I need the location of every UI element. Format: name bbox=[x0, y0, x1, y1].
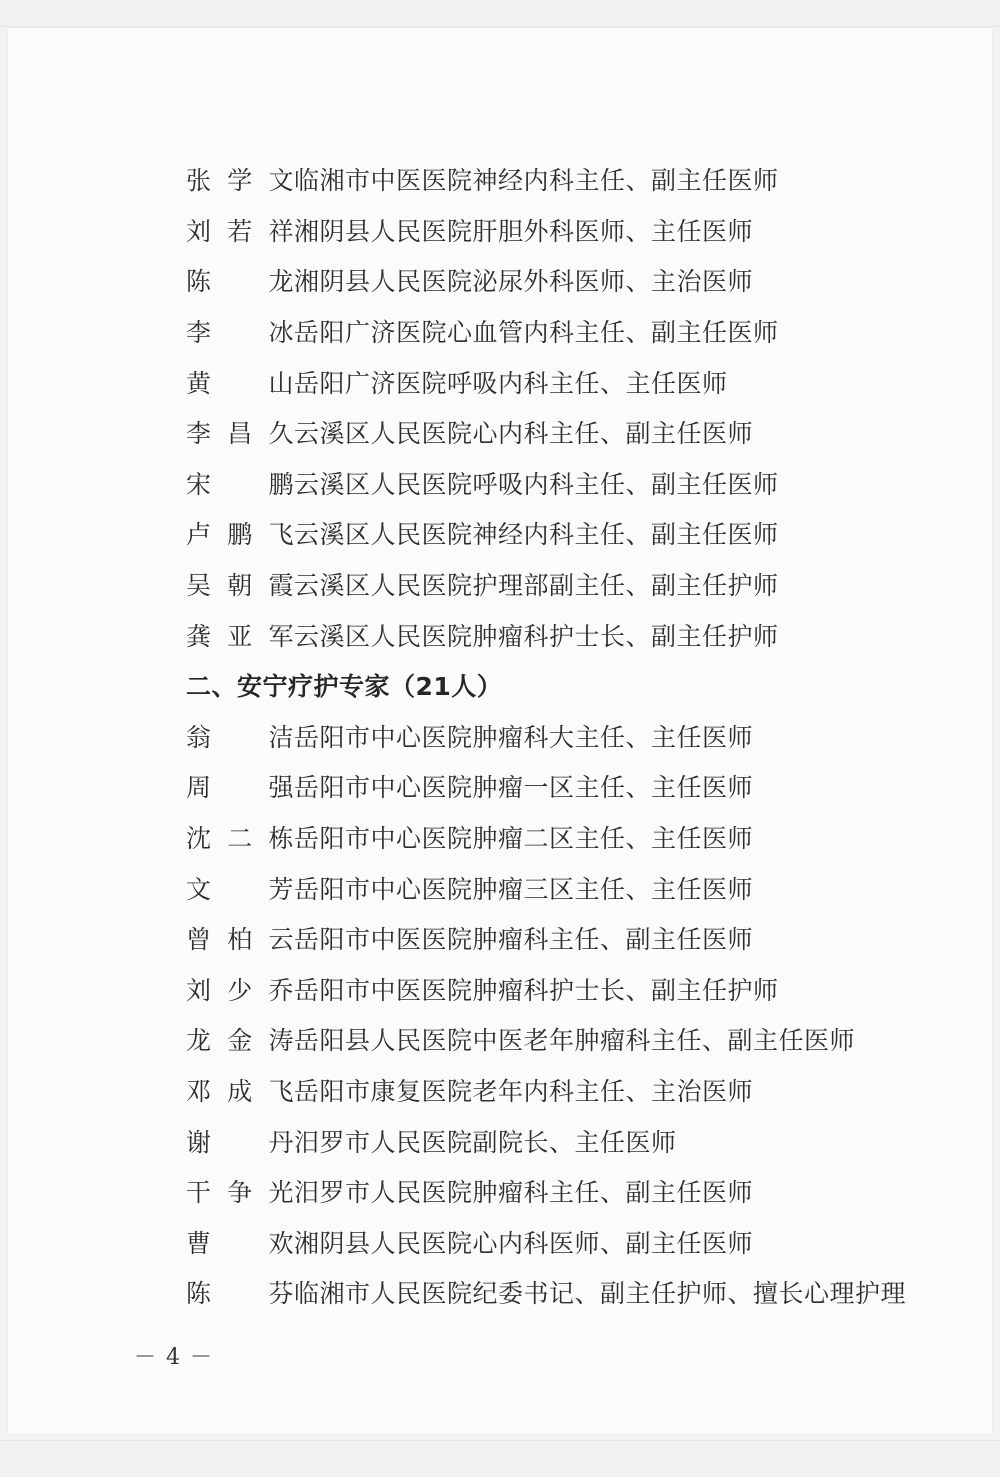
list-item bbox=[186, 154, 906, 205]
expert-name: 卢鹏飞 bbox=[186, 520, 294, 550]
expert-description: 岳阳市中心医院肿瘤一区主任、主任医师 bbox=[294, 773, 754, 803]
list-item bbox=[186, 205, 906, 256]
expert-name: 曾柏云 bbox=[186, 925, 294, 955]
expert-name: 宋 鹏 bbox=[186, 469, 294, 499]
expert-description: 岳阳县人民医院中医老年肿瘤科主任、副主任医师 bbox=[294, 1026, 856, 1056]
expert-description: 湘阴县人民医院心内科医师、副主任医师 bbox=[294, 1228, 754, 1258]
expert-name: 周 强 bbox=[186, 773, 294, 803]
expert-name: 邓成飞 bbox=[186, 1076, 294, 1106]
page-number: －4－ bbox=[134, 1345, 222, 1370]
list-item bbox=[186, 1166, 906, 1217]
expert-description: 云溪区人民医院呼吸内科主任、副主任医师 bbox=[294, 469, 779, 499]
expert-description: 临湘市中医医院神经内科主任、副主任医师 bbox=[294, 166, 779, 196]
list-item bbox=[186, 1115, 906, 1166]
section-heading: 二、安宁疗护专家（21人） bbox=[186, 672, 503, 702]
expert-description: 汨罗市人民医院肿瘤科主任、副主任医师 bbox=[294, 1178, 754, 1208]
expert-description: 临湘市人民医院纪委书记、副主任护师、擅长心理护理 bbox=[294, 1279, 907, 1309]
expert-name: 刘若祥 bbox=[186, 216, 294, 246]
expert-name: 李昌久 bbox=[186, 419, 294, 449]
expert-description: 岳阳市中心医院肿瘤三区主任、主任医师 bbox=[294, 874, 754, 904]
expert-description: 云溪区人民医院心内科主任、副主任医师 bbox=[294, 419, 754, 449]
expert-name: 干争光 bbox=[186, 1178, 294, 1208]
list-item bbox=[186, 508, 906, 559]
expert-name: 张学文 bbox=[186, 166, 294, 196]
expert-name: 刘少乔 bbox=[186, 975, 294, 1005]
expert-description: 云溪区人民医院护理部副主任、副主任护师 bbox=[294, 571, 779, 601]
expert-name: 曹 欢 bbox=[186, 1228, 294, 1258]
expert-list bbox=[186, 154, 906, 1318]
list-item bbox=[186, 711, 906, 762]
expert-description: 岳阳广济医院呼吸内科主任、主任医师 bbox=[294, 368, 728, 398]
list-item bbox=[186, 609, 906, 660]
expert-description: 岳阳市中医医院肿瘤科护士长、副主任护师 bbox=[294, 975, 779, 1005]
expert-description: 汨罗市人民医院副院长、主任医师 bbox=[294, 1127, 677, 1157]
list-item bbox=[186, 1065, 906, 1116]
expert-name: 陈 芬 bbox=[186, 1279, 294, 1309]
expert-name: 吴朝霞 bbox=[186, 571, 294, 601]
expert-name: 陈 龙 bbox=[186, 267, 294, 297]
list-item bbox=[186, 407, 906, 458]
list-item bbox=[186, 306, 906, 357]
expert-name: 龙金涛 bbox=[186, 1026, 294, 1056]
expert-name: 黄 山 bbox=[186, 368, 294, 398]
list-item bbox=[186, 559, 906, 610]
expert-description: 岳阳市中心医院肿瘤科大主任、主任医师 bbox=[294, 722, 754, 752]
expert-description: 岳阳广济医院心血管内科主任、副主任医师 bbox=[294, 318, 779, 348]
expert-description: 岳阳市中医医院肿瘤科主任、副主任医师 bbox=[294, 925, 754, 955]
expert-name: 文 芳 bbox=[186, 874, 294, 904]
expert-description: 岳阳市中心医院肿瘤二区主任、主任医师 bbox=[294, 824, 754, 854]
expert-name: 李 冰 bbox=[186, 318, 294, 348]
list-item bbox=[186, 1267, 906, 1318]
expert-description: 云溪区人民医院神经内科主任、副主任医师 bbox=[294, 520, 779, 550]
list-item bbox=[186, 356, 906, 407]
list-item bbox=[186, 1014, 906, 1065]
list-item bbox=[186, 458, 906, 509]
expert-name: 沈二栋 bbox=[186, 824, 294, 854]
expert-description: 湘阴县人民医院泌尿外科医师、主治医师 bbox=[294, 267, 754, 297]
expert-name: 翁 洁 bbox=[186, 722, 294, 752]
expert-description: 云溪区人民医院肿瘤科护士长、副主任护师 bbox=[294, 621, 779, 651]
expert-name: 龚亚军 bbox=[186, 621, 294, 651]
list-item bbox=[186, 1216, 906, 1267]
expert-name: 谢 丹 bbox=[186, 1127, 294, 1157]
viewer-top-strip bbox=[0, 0, 1000, 27]
expert-description: 岳阳市康复医院老年内科主任、主治医师 bbox=[294, 1076, 754, 1106]
expert-description: 湘阴县人民医院肝胆外科医师、主任医师 bbox=[294, 216, 754, 246]
list-item bbox=[186, 255, 906, 306]
list-item bbox=[186, 761, 906, 812]
list-item bbox=[186, 862, 906, 913]
list-item bbox=[186, 812, 906, 863]
list-item bbox=[186, 913, 906, 964]
list-item bbox=[186, 964, 906, 1015]
viewer-bottom-strip bbox=[0, 1440, 1000, 1477]
